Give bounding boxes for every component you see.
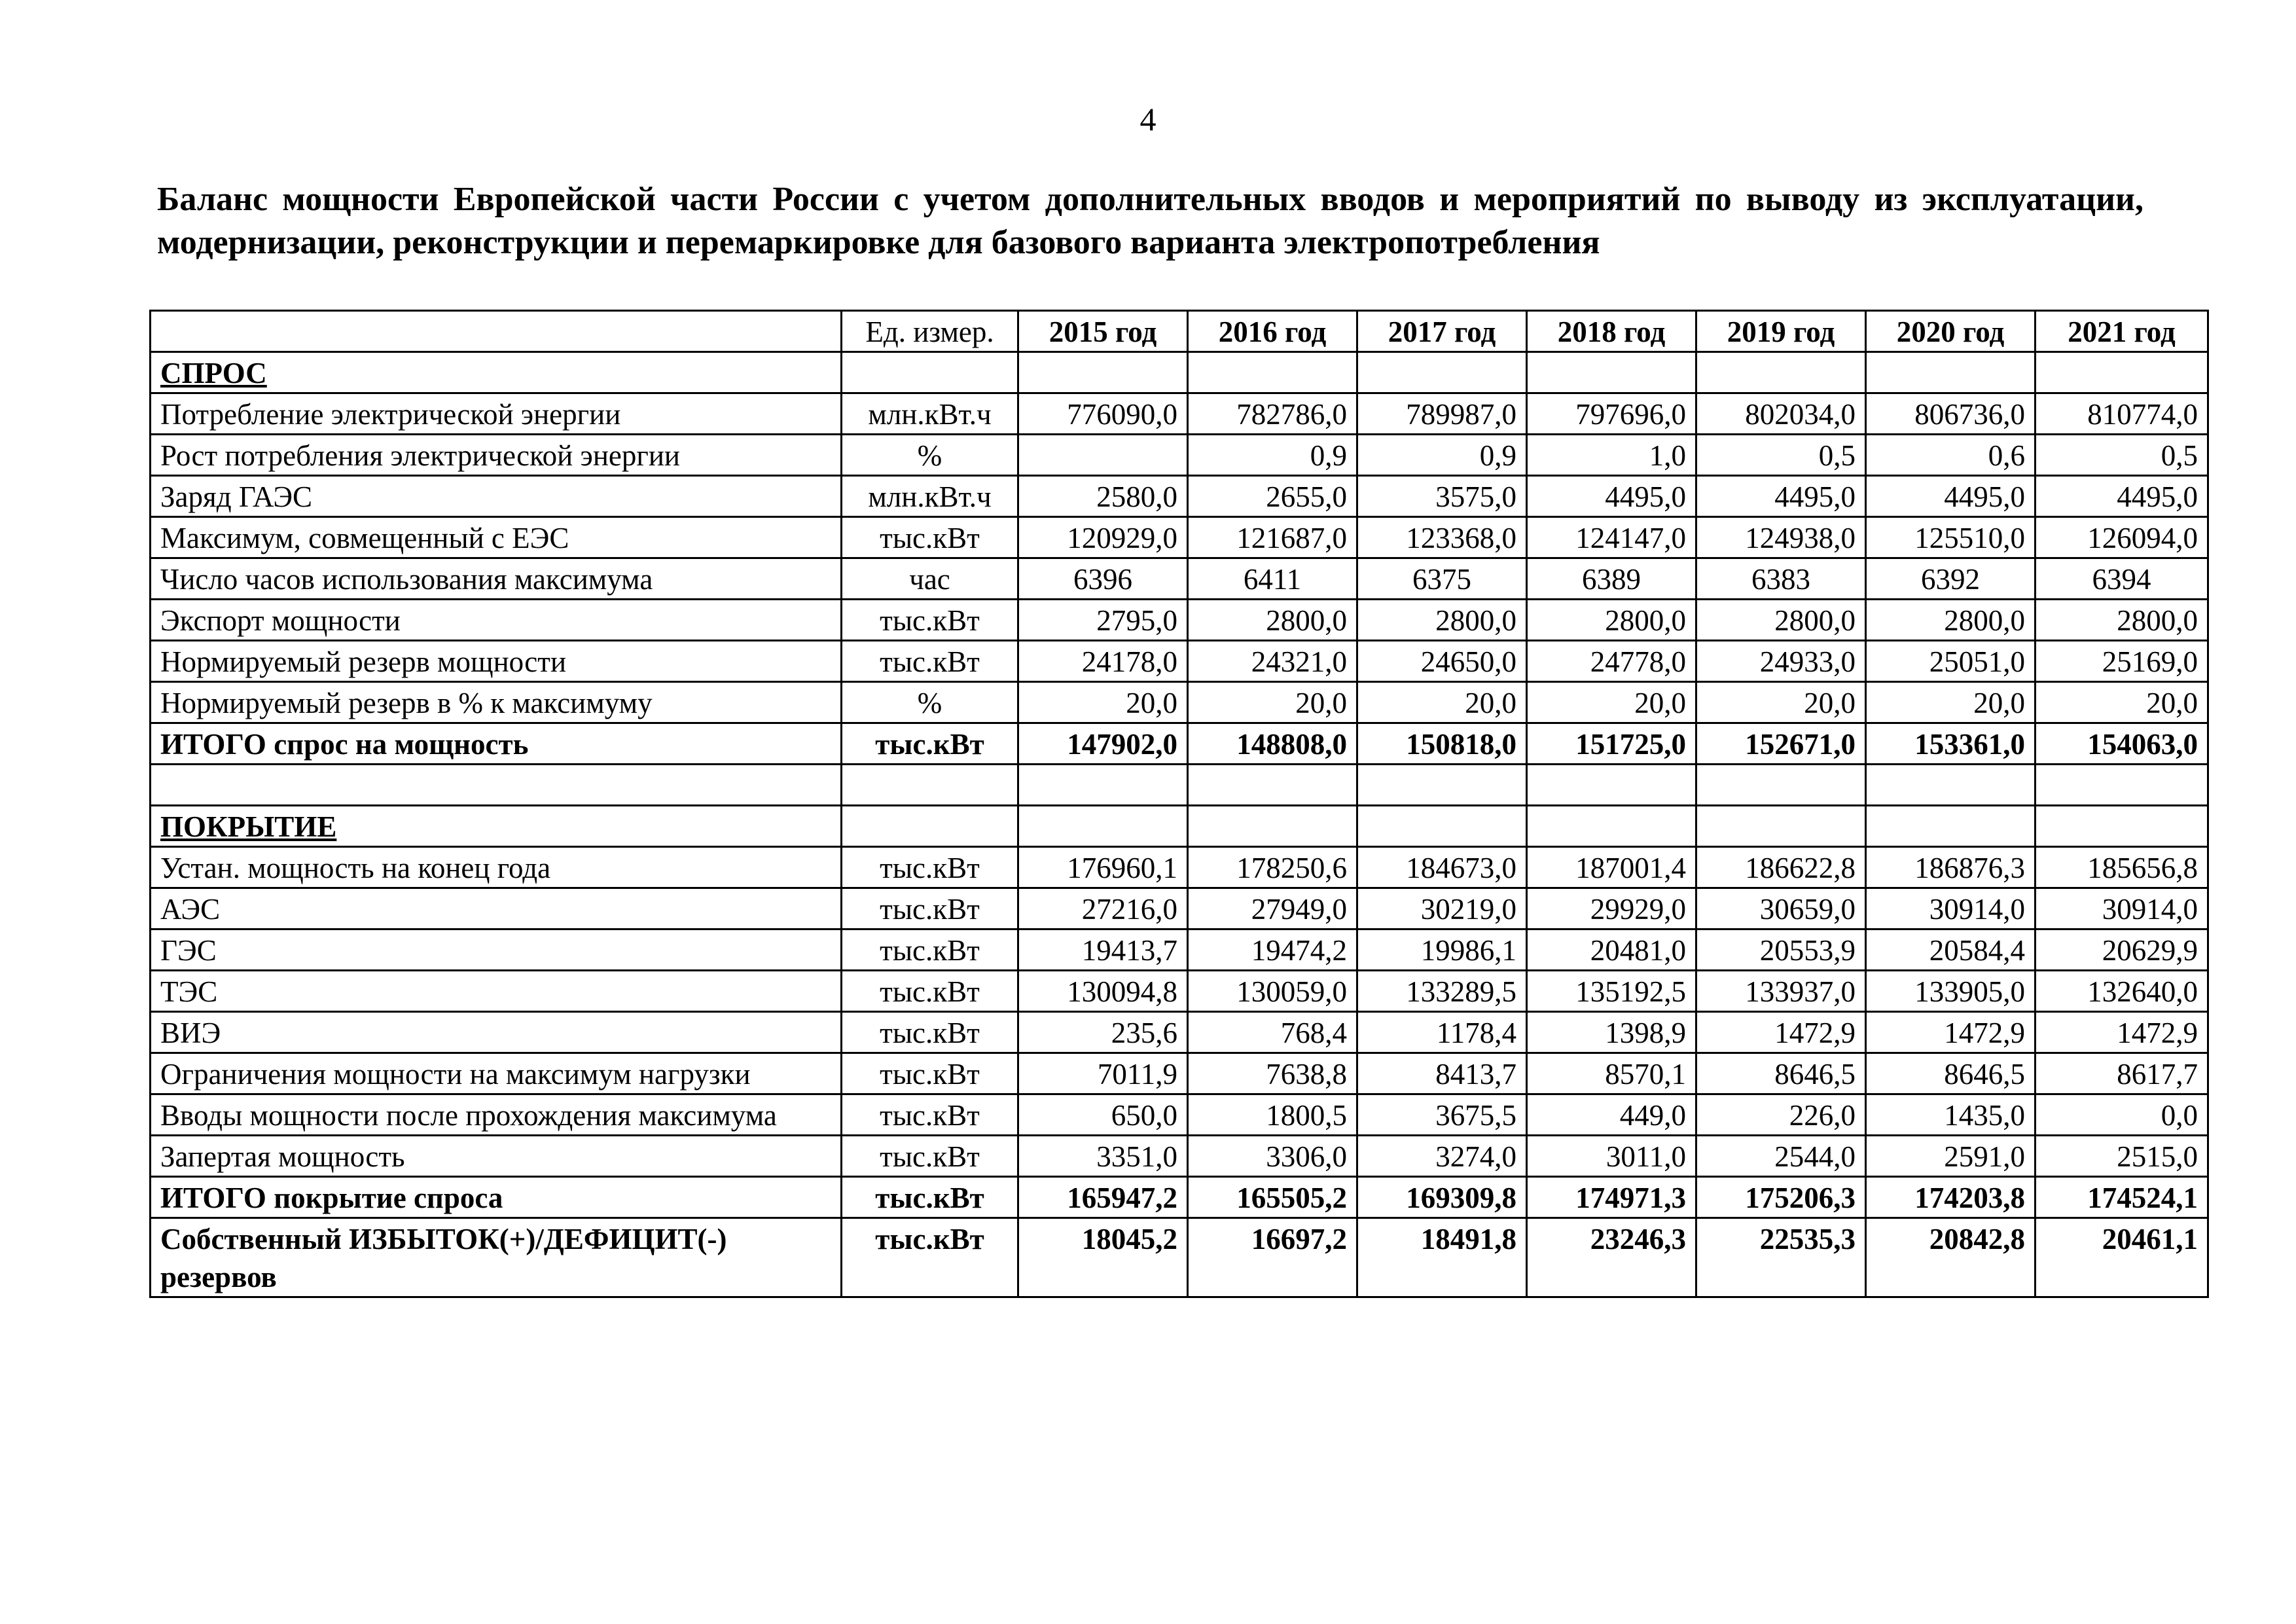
value-cell-2018: 797696,0 — [1527, 393, 1696, 435]
value-cell-2015 — [1018, 435, 1188, 476]
value-cell-2019: 4495,0 — [1696, 476, 1866, 517]
value-cell-2020: 0,6 — [1866, 435, 2036, 476]
value-cell-2019: 30659,0 — [1696, 888, 1866, 929]
value-cell-2020: 20,0 — [1866, 682, 2036, 723]
value-cell-2015: 130094,8 — [1018, 971, 1188, 1012]
value-cell-2015 — [1018, 352, 1188, 393]
value-cell-2016: 768,4 — [1188, 1012, 1357, 1053]
value-cell-2018: 29929,0 — [1527, 888, 1696, 929]
value-cell-2017: 6375 — [1357, 558, 1527, 600]
value-cell-2019 — [1696, 765, 1866, 806]
row-label-cell: ВИЭ — [151, 1012, 842, 1053]
value-cell-2016: 7638,8 — [1188, 1053, 1357, 1094]
value-cell-2015: 235,6 — [1018, 1012, 1188, 1053]
table-row — [151, 1218, 2208, 1297]
value-cell-2019: 802034,0 — [1696, 393, 1866, 435]
header-year-2019: 2019 год — [1696, 311, 1866, 352]
value-cell-2020 — [1866, 352, 2036, 393]
row-unit-cell: тыс.кВт — [842, 847, 1018, 888]
value-cell-2016: 2800,0 — [1188, 600, 1357, 641]
row-label-cell: ТЭС — [151, 971, 842, 1012]
table-row — [151, 847, 2208, 888]
table-header-row — [151, 311, 2208, 352]
row-label-cell: АЭС — [151, 888, 842, 929]
value-cell-2021: 810774,0 — [2036, 393, 2208, 435]
value-cell-2016: 19474,2 — [1188, 929, 1357, 971]
value-cell-2021: 20461,1 — [2036, 1218, 2208, 1297]
value-cell-2020: 806736,0 — [1866, 393, 2036, 435]
value-cell-2021: 4495,0 — [2036, 476, 2208, 517]
value-cell-2017: 18491,8 — [1357, 1218, 1527, 1297]
value-cell-2018: 151725,0 — [1527, 723, 1696, 765]
value-cell-2019: 0,5 — [1696, 435, 1866, 476]
header-unit-cell: Ед. измер. — [842, 311, 1018, 352]
table-body — [151, 311, 2208, 1297]
value-cell-2017: 3575,0 — [1357, 476, 1527, 517]
value-cell-2020: 6392 — [1866, 558, 2036, 600]
value-cell-2016: 1800,5 — [1188, 1094, 1357, 1136]
value-cell-2019: 133937,0 — [1696, 971, 1866, 1012]
value-cell-2019: 186622,8 — [1696, 847, 1866, 888]
row-label-cell: Ограничения мощности на максимум нагрузки — [151, 1053, 842, 1094]
value-cell-2021: 0,5 — [2036, 435, 2208, 476]
row-unit-cell — [842, 352, 1018, 393]
value-cell-2019: 2800,0 — [1696, 600, 1866, 641]
row-unit-cell: млн.кВт.ч — [842, 393, 1018, 435]
table-row — [151, 600, 2208, 641]
header-year-2018: 2018 год — [1527, 311, 1696, 352]
value-cell-2018: 187001,4 — [1527, 847, 1696, 888]
value-cell-2019: 175206,3 — [1696, 1177, 1866, 1218]
value-cell-2019 — [1696, 352, 1866, 393]
row-unit-cell — [842, 765, 1018, 806]
row-label-cell: ГЭС — [151, 929, 842, 971]
value-cell-2016: 24321,0 — [1188, 641, 1357, 682]
header-year-2021: 2021 год — [2036, 311, 2208, 352]
row-label-cell: Рост потребления электрической энергии — [151, 435, 842, 476]
table-row — [151, 1012, 2208, 1053]
value-cell-2015: 147902,0 — [1018, 723, 1188, 765]
table-row — [151, 641, 2208, 682]
value-cell-2016: 782786,0 — [1188, 393, 1357, 435]
table-row — [151, 435, 2208, 476]
value-cell-2018: 6389 — [1527, 558, 1696, 600]
value-cell-2015: 6396 — [1018, 558, 1188, 600]
table-row — [151, 971, 2208, 1012]
value-cell-2017: 3675,5 — [1357, 1094, 1527, 1136]
table-row — [151, 1177, 2208, 1218]
header-year-2015: 2015 год — [1018, 311, 1188, 352]
value-cell-2017: 133289,5 — [1357, 971, 1527, 1012]
table-row — [151, 929, 2208, 971]
table-row — [151, 558, 2208, 600]
value-cell-2018 — [1527, 806, 1696, 847]
table-row — [151, 393, 2208, 435]
row-label-cell: Нормируемый резерв мощности — [151, 641, 842, 682]
value-cell-2019: 8646,5 — [1696, 1053, 1866, 1094]
row-label-cell: Максимум, совмещенный с ЕЭС — [151, 517, 842, 558]
table-row — [151, 1053, 2208, 1094]
row-label-cell: Нормируемый резерв в % к максимуму — [151, 682, 842, 723]
row-unit-cell: тыс.кВт — [842, 929, 1018, 971]
value-cell-2019: 1472,9 — [1696, 1012, 1866, 1053]
value-cell-2015: 24178,0 — [1018, 641, 1188, 682]
value-cell-2016: 6411 — [1188, 558, 1357, 600]
value-cell-2020: 1472,9 — [1866, 1012, 2036, 1053]
value-cell-2021: 20,0 — [2036, 682, 2208, 723]
value-cell-2018: 2800,0 — [1527, 600, 1696, 641]
value-cell-2019: 2544,0 — [1696, 1136, 1866, 1177]
row-unit-cell: тыс.кВт — [842, 1053, 1018, 1094]
value-cell-2018: 124147,0 — [1527, 517, 1696, 558]
value-cell-2020: 133905,0 — [1866, 971, 2036, 1012]
value-cell-2016: 130059,0 — [1188, 971, 1357, 1012]
value-cell-2021: 1472,9 — [2036, 1012, 2208, 1053]
section-header-row — [151, 352, 2208, 393]
value-cell-2016 — [1188, 352, 1357, 393]
value-cell-2018 — [1527, 765, 1696, 806]
row-unit-cell: тыс.кВт — [842, 1136, 1018, 1177]
value-cell-2017: 3274,0 — [1357, 1136, 1527, 1177]
table-row — [151, 765, 2208, 806]
value-cell-2019: 124938,0 — [1696, 517, 1866, 558]
row-unit-cell: тыс.кВт — [842, 641, 1018, 682]
value-cell-2020: 4495,0 — [1866, 476, 2036, 517]
value-cell-2019: 6383 — [1696, 558, 1866, 600]
value-cell-2019: 20,0 — [1696, 682, 1866, 723]
value-cell-2017: 123368,0 — [1357, 517, 1527, 558]
value-cell-2021: 30914,0 — [2036, 888, 2208, 929]
value-cell-2016: 2655,0 — [1188, 476, 1357, 517]
value-cell-2021: 126094,0 — [2036, 517, 2208, 558]
value-cell-2020: 25051,0 — [1866, 641, 2036, 682]
value-cell-2015: 3351,0 — [1018, 1136, 1188, 1177]
table-row — [151, 1094, 2208, 1136]
value-cell-2017: 20,0 — [1357, 682, 1527, 723]
value-cell-2019: 24933,0 — [1696, 641, 1866, 682]
value-cell-2018: 449,0 — [1527, 1094, 1696, 1136]
row-label-cell: ИТОГО спрос на мощность — [151, 723, 842, 765]
value-cell-2015: 165947,2 — [1018, 1177, 1188, 1218]
value-cell-2020: 2591,0 — [1866, 1136, 2036, 1177]
value-cell-2018: 20481,0 — [1527, 929, 1696, 971]
row-label-cell — [151, 765, 842, 806]
row-label-cell: Вводы мощности после прохождения максимума — [151, 1094, 842, 1136]
value-cell-2017: 150818,0 — [1357, 723, 1527, 765]
value-cell-2018 — [1527, 352, 1696, 393]
value-cell-2020: 20584,4 — [1866, 929, 2036, 971]
value-cell-2021: 185656,8 — [2036, 847, 2208, 888]
row-label-cell: Заряд ГАЭС — [151, 476, 842, 517]
value-cell-2020: 8646,5 — [1866, 1053, 2036, 1094]
value-cell-2017 — [1357, 352, 1527, 393]
header-label-cell — [151, 311, 842, 352]
row-unit-cell: тыс.кВт — [842, 1177, 1018, 1218]
header-year-2016: 2016 год — [1188, 311, 1357, 352]
value-cell-2019: 20553,9 — [1696, 929, 1866, 971]
value-cell-2021: 2515,0 — [2036, 1136, 2208, 1177]
value-cell-2016 — [1188, 806, 1357, 847]
value-cell-2017 — [1357, 765, 1527, 806]
value-cell-2021: 174524,1 — [2036, 1177, 2208, 1218]
value-cell-2018: 174971,3 — [1527, 1177, 1696, 1218]
value-cell-2016: 165505,2 — [1188, 1177, 1357, 1218]
value-cell-2018: 135192,5 — [1527, 971, 1696, 1012]
row-unit-cell — [842, 806, 1018, 847]
row-unit-cell: тыс.кВт — [842, 1094, 1018, 1136]
value-cell-2017: 19986,1 — [1357, 929, 1527, 971]
value-cell-2020: 186876,3 — [1866, 847, 2036, 888]
value-cell-2016: 148808,0 — [1188, 723, 1357, 765]
value-cell-2015: 18045,2 — [1018, 1218, 1188, 1297]
row-unit-cell: час — [842, 558, 1018, 600]
value-cell-2015: 120929,0 — [1018, 517, 1188, 558]
value-cell-2019: 22535,3 — [1696, 1218, 1866, 1297]
value-cell-2015: 27216,0 — [1018, 888, 1188, 929]
value-cell-2015: 7011,9 — [1018, 1053, 1188, 1094]
power-balance-table — [149, 310, 2209, 1298]
row-label-cell: Собственный ИЗБЫТОК(+)/ДЕФИЦИТ(-) резервов — [151, 1218, 842, 1297]
value-cell-2020 — [1866, 765, 2036, 806]
value-cell-2016: 178250,6 — [1188, 847, 1357, 888]
value-cell-2015: 19413,7 — [1018, 929, 1188, 971]
value-cell-2019: 226,0 — [1696, 1094, 1866, 1136]
value-cell-2016: 3306,0 — [1188, 1136, 1357, 1177]
value-cell-2020: 2800,0 — [1866, 600, 2036, 641]
value-cell-2016: 0,9 — [1188, 435, 1357, 476]
value-cell-2018: 4495,0 — [1527, 476, 1696, 517]
value-cell-2021: 0,0 — [2036, 1094, 2208, 1136]
document-title: Баланс мощности Европейской части России с учетом дополнительных вводов и мероприятий по выводу из эксплуатации, модернизации, реконструкции и перемаркировке для базового варианта электропотребления — [157, 181, 2144, 261]
table-row — [151, 517, 2208, 558]
value-cell-2016: 121687,0 — [1188, 517, 1357, 558]
value-cell-2020 — [1866, 806, 2036, 847]
value-cell-2019 — [1696, 806, 1866, 847]
table-row — [151, 476, 2208, 517]
value-cell-2019: 152671,0 — [1696, 723, 1866, 765]
value-cell-2015 — [1018, 765, 1188, 806]
value-cell-2021 — [2036, 806, 2208, 847]
row-unit-cell: млн.кВт.ч — [842, 476, 1018, 517]
value-cell-2020: 1435,0 — [1866, 1094, 2036, 1136]
header-year-2017: 2017 год — [1357, 311, 1527, 352]
row-unit-cell: тыс.кВт — [842, 971, 1018, 1012]
value-cell-2021 — [2036, 765, 2208, 806]
value-cell-2021: 20629,9 — [2036, 929, 2208, 971]
value-cell-2021: 25169,0 — [2036, 641, 2208, 682]
value-cell-2018: 8570,1 — [1527, 1053, 1696, 1094]
row-unit-cell: тыс.кВт — [842, 1012, 1018, 1053]
value-cell-2017 — [1357, 806, 1527, 847]
value-cell-2016: 16697,2 — [1188, 1218, 1357, 1297]
value-cell-2017: 169309,8 — [1357, 1177, 1527, 1218]
value-cell-2016: 20,0 — [1188, 682, 1357, 723]
value-cell-2017: 8413,7 — [1357, 1053, 1527, 1094]
value-cell-2018: 3011,0 — [1527, 1136, 1696, 1177]
value-cell-2017: 0,9 — [1357, 435, 1527, 476]
value-cell-2017: 184673,0 — [1357, 847, 1527, 888]
row-unit-cell: тыс.кВт — [842, 517, 1018, 558]
value-cell-2020: 153361,0 — [1866, 723, 2036, 765]
value-cell-2018: 23246,3 — [1527, 1218, 1696, 1297]
value-cell-2018: 20,0 — [1527, 682, 1696, 723]
value-cell-2021: 2800,0 — [2036, 600, 2208, 641]
row-unit-cell: тыс.кВт — [842, 888, 1018, 929]
row-unit-cell: % — [842, 682, 1018, 723]
value-cell-2017: 1178,4 — [1357, 1012, 1527, 1053]
value-cell-2020: 30914,0 — [1866, 888, 2036, 929]
value-cell-2017: 30219,0 — [1357, 888, 1527, 929]
row-label-cell: Экспорт мощности — [151, 600, 842, 641]
value-cell-2017: 789987,0 — [1357, 393, 1527, 435]
value-cell-2018: 1398,9 — [1527, 1012, 1696, 1053]
row-unit-cell: тыс.кВт — [842, 600, 1018, 641]
value-cell-2020: 125510,0 — [1866, 517, 2036, 558]
row-label-cell: ИТОГО покрытие спроса — [151, 1177, 842, 1218]
value-cell-2021: 6394 — [2036, 558, 2208, 600]
row-unit-cell: тыс.кВт — [842, 1218, 1018, 1297]
row-label-cell: Запертая мощность — [151, 1136, 842, 1177]
value-cell-2020: 20842,8 — [1866, 1218, 2036, 1297]
page-number: 4 — [1139, 101, 1157, 137]
value-cell-2017: 24650,0 — [1357, 641, 1527, 682]
value-cell-2015: 2580,0 — [1018, 476, 1188, 517]
value-cell-2021: 154063,0 — [2036, 723, 2208, 765]
table-row — [151, 682, 2208, 723]
row-label-cell: Число часов использования максимума — [151, 558, 842, 600]
row-label-cell: Устан. мощность на конец года — [151, 847, 842, 888]
row-label-cell: Потребление электрической энергии — [151, 393, 842, 435]
value-cell-2020: 174203,8 — [1866, 1177, 2036, 1218]
value-cell-2018: 1,0 — [1527, 435, 1696, 476]
row-unit-cell: тыс.кВт — [842, 723, 1018, 765]
header-year-2020: 2020 год — [1866, 311, 2036, 352]
row-label-cell: СПРОС — [151, 352, 842, 393]
value-cell-2015: 176960,1 — [1018, 847, 1188, 888]
value-cell-2017: 2800,0 — [1357, 600, 1527, 641]
row-label-cell: ПОКРЫТИЕ — [151, 806, 842, 847]
value-cell-2015: 776090,0 — [1018, 393, 1188, 435]
value-cell-2018: 24778,0 — [1527, 641, 1696, 682]
value-cell-2016: 27949,0 — [1188, 888, 1357, 929]
value-cell-2015: 650,0 — [1018, 1094, 1188, 1136]
table-row — [151, 1136, 2208, 1177]
section-header-row — [151, 806, 2208, 847]
table-row — [151, 723, 2208, 765]
value-cell-2015: 20,0 — [1018, 682, 1188, 723]
value-cell-2016 — [1188, 765, 1357, 806]
value-cell-2015 — [1018, 806, 1188, 847]
value-cell-2021 — [2036, 352, 2208, 393]
row-unit-cell: % — [842, 435, 1018, 476]
value-cell-2015: 2795,0 — [1018, 600, 1188, 641]
table-row — [151, 888, 2208, 929]
value-cell-2021: 8617,7 — [2036, 1053, 2208, 1094]
value-cell-2021: 132640,0 — [2036, 971, 2208, 1012]
